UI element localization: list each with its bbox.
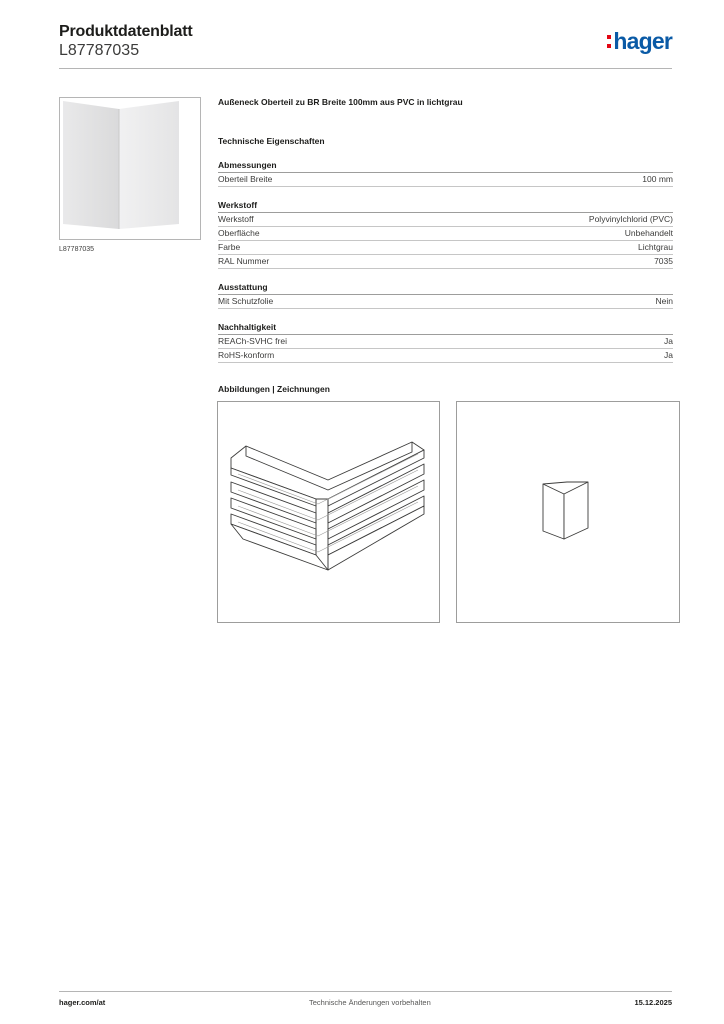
property-row	[218, 335, 673, 349]
property-label: Oberfläche	[218, 228, 260, 238]
property-value: 7035	[654, 256, 673, 266]
page-title: Produktdatenblatt	[59, 23, 193, 40]
property-label: Mit Schutzfolie	[218, 296, 274, 306]
property-value: Unbehandelt	[624, 228, 673, 238]
property-value: Nein	[655, 296, 673, 306]
header	[59, 22, 193, 60]
group-ausstattung	[218, 281, 673, 309]
property-row	[218, 255, 673, 269]
corner-channel-drawing-icon	[218, 402, 439, 622]
logo-text: hager	[613, 28, 672, 54]
group-werkstoff	[218, 199, 673, 269]
property-row	[218, 173, 673, 187]
property-row	[218, 241, 673, 255]
product-thumbnail	[59, 97, 201, 240]
drawing-outline	[456, 401, 680, 623]
property-label: Farbe	[218, 242, 241, 252]
property-row	[218, 227, 673, 241]
corner-piece-photo-icon	[60, 98, 200, 239]
property-label: RAL Nummer	[218, 256, 270, 266]
property-row	[218, 349, 673, 363]
property-value: 100 mm	[642, 174, 673, 184]
property-value: Ja	[664, 336, 673, 346]
section-title-properties: Technische Eigenschaften	[218, 136, 325, 146]
property-value: Lichtgrau	[638, 242, 673, 252]
footer-divider	[59, 991, 672, 992]
group-title: Nachhaltigkeit	[218, 321, 673, 335]
footer-date: 15.12.2025	[634, 998, 672, 1007]
property-row	[218, 295, 673, 309]
group-title: Ausstattung	[218, 281, 673, 295]
group-abmessungen	[218, 159, 673, 187]
property-label: Oberteil Breite	[218, 174, 273, 184]
footer-disclaimer: Technische Änderungen vorbehalten	[308, 998, 431, 1007]
property-row	[218, 213, 673, 227]
property-label: RoHS-konform	[218, 350, 275, 360]
group-title: Abmessungen	[218, 159, 673, 173]
images-section-title: Abbildungen | Zeichnungen	[218, 384, 330, 394]
logo-dots-icon	[607, 35, 611, 48]
group-nachhaltigkeit	[218, 321, 673, 363]
footer-website-link[interactable]: hager.com/at	[59, 998, 106, 1007]
property-value: Ja	[664, 350, 673, 360]
header-divider	[59, 68, 672, 69]
thumbnail-caption: L87787035	[59, 246, 95, 253]
property-label: REACh-SVHC frei	[218, 336, 287, 346]
group-title: Werkstoff	[218, 199, 673, 213]
property-label: Werkstoff	[218, 214, 254, 224]
product-details	[218, 96, 673, 395]
product-number: L87787035	[59, 42, 140, 59]
property-value: Polyvinylchlorid (PVC)	[588, 214, 673, 224]
hager-logo	[607, 30, 672, 53]
drawing-technical	[217, 401, 440, 623]
product-description: Außeneck Oberteil zu BR Breite 100mm aus PVC in lichtgrau	[218, 97, 463, 107]
corner-piece-outline-icon	[457, 402, 679, 622]
footer	[59, 998, 672, 1007]
